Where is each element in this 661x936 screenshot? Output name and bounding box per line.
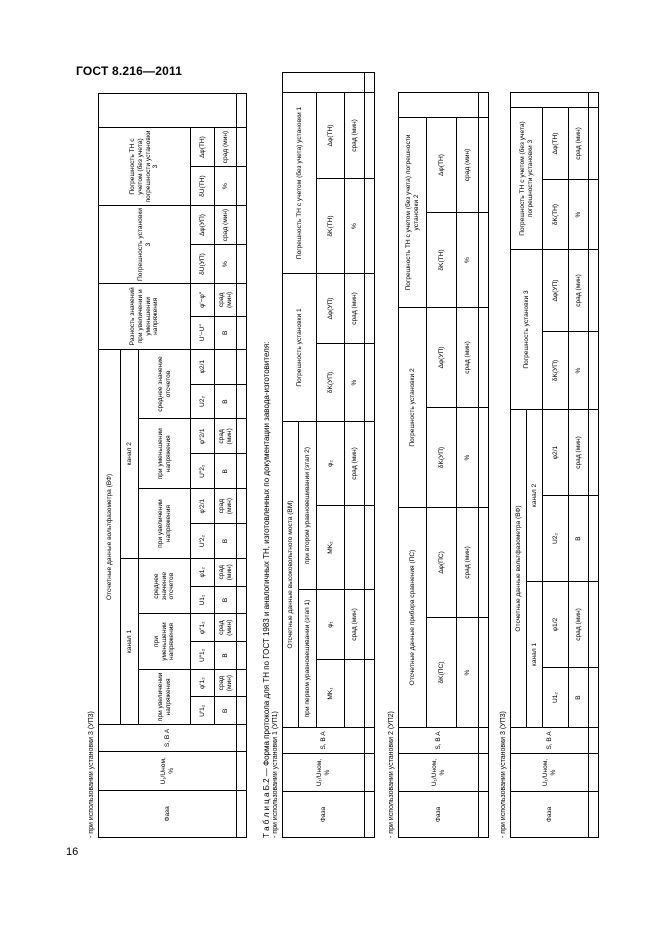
unit-cell: % [569, 332, 589, 410]
unit-cell: % [215, 167, 237, 206]
ch2-dec: при уменьшении напряжения [139, 419, 191, 489]
diff-header: Разность значений при увеличении и уменьшении напряжения [99, 284, 191, 350]
errtn-header: Погрешность ТН с учетом (без учета) погрешности установки 3 [511, 107, 543, 249]
col-phase: Фаза [511, 792, 589, 838]
sym-cell: MK₁ [317, 660, 345, 728]
sym-cell: φ1₂ [191, 558, 215, 586]
unit-cell: срад (мин) [569, 107, 589, 179]
col-phase: Фаза [399, 792, 479, 838]
section2-table [282, 72, 375, 838]
stage1-header: при первом уравновешивании (этап 1) [299, 590, 317, 728]
sym-cell: Δφ(УП) [427, 308, 457, 408]
sym-cell: Δφ(ТН) [191, 128, 215, 167]
err3-header: Погрешность установки 3 [99, 206, 191, 284]
document-header: ГОСТ 8.216—2011 [76, 64, 183, 78]
col-phase: Фаза [99, 790, 237, 837]
sym-cell: Δφ(ПС) [427, 508, 457, 618]
sym-cell: φ2/1 [191, 349, 215, 384]
unit-cell: % [457, 408, 479, 508]
unit-cell: срад (мин) [345, 274, 365, 344]
sym-cell: δK(ТН) [427, 213, 457, 308]
group-header: Отсчетные данные вольтфазометра (ВФ) [511, 410, 527, 728]
unit-cell: % [569, 180, 589, 250]
sym-cell: φ″1₂ [191, 614, 215, 642]
unit-cell: % [215, 245, 237, 284]
unit-cell [345, 660, 365, 728]
section3-table [398, 92, 489, 838]
unit-cell: срад (мин) [457, 117, 479, 212]
unit-cell: В [215, 454, 237, 489]
unit-cell: % [457, 618, 479, 728]
err3-header: Погрешность установки 3 [511, 250, 543, 410]
stage2-header: при втором уравновешивании (этап 2) [299, 422, 317, 590]
unit-cell: В [215, 697, 237, 725]
section2-caption: Т а б л и ц а Б.2 — Форма протокола для ТН по ГОСТ 1983 и аналогичных ТН, изготовленных по документации завода-изготовителя: [262, 341, 271, 838]
sym-cell: U″1₂ [191, 642, 215, 670]
sym-cell: δK(ТН) [543, 180, 569, 250]
section2-subcaption: - при использовании установки 1 (УП1) [272, 711, 279, 838]
col-phase: Фаза [283, 792, 365, 838]
channel1-header: канал 1 [121, 558, 139, 724]
sym-cell: φ₁ [317, 590, 345, 660]
unit-cell: срад (мин) [569, 410, 589, 496]
sym-cell: δU(ТН) [191, 167, 215, 206]
unit-cell: срад (мин) [215, 128, 237, 167]
unit-cell: срад (мин) [457, 308, 479, 408]
err2-header: Погрешность установки 2 [399, 308, 427, 508]
unit-cell: В [215, 586, 237, 614]
sym-cell: δK(ПС) [427, 618, 457, 728]
section4-table [510, 92, 599, 838]
sym-cell: U2₂ [543, 496, 569, 582]
sym-cell: U1₂ [543, 668, 569, 728]
ch1-dec: при уменьшении напряжения [139, 614, 191, 669]
sym-cell: δK(УП) [543, 332, 569, 410]
unit-cell: срад (мин) [345, 590, 365, 660]
unit-cell: В [569, 668, 589, 728]
unit-cell: срад (мин) [345, 92, 365, 178]
sym-cell: δK(ТН) [317, 179, 345, 274]
unit-cell: срад (мин) [215, 284, 237, 317]
sym-cell: U′2₂ [191, 524, 215, 559]
sym-cell: U2₂ [191, 384, 215, 419]
sym-cell: φ′2/1 [191, 489, 215, 524]
errtn-header: Погрешность ТН с учетом (без учета) погрешности установки 3 [99, 128, 191, 206]
sym-cell: Δφ(ТН) [317, 92, 345, 178]
sym-cell: φ′−φ″ [191, 284, 215, 317]
unit-cell: срад (мин) [215, 489, 237, 524]
unit-cell: срад (мин) [215, 419, 237, 454]
sym-cell: Δφ(ТН) [543, 107, 569, 179]
sym-cell: U′−U″ [191, 316, 215, 349]
col-ratio: U₁/Uном, % [99, 751, 237, 790]
sym-cell: φ′1₂ [191, 669, 215, 697]
col-sba: S, B A [399, 728, 479, 754]
unit-cell [215, 349, 237, 384]
unit-cell: В [215, 524, 237, 559]
errtn-header: Погрешность ТН с учетом (без учета) погрешности установки 2 [399, 117, 427, 307]
unit-cell [345, 506, 365, 590]
sym-cell: δK(УП) [427, 408, 457, 508]
rotated-content [86, 88, 611, 838]
group-header: Отсчетные данные высоковольтного моста (ВМ) [283, 422, 299, 728]
sym-cell: δU(УП) [191, 245, 215, 284]
unit-cell: В [569, 496, 589, 582]
unit-cell: срад (мин) [215, 669, 237, 697]
sym-cell: φ1/2 [543, 582, 569, 668]
unit-cell: срад (мин) [215, 206, 237, 245]
unit-cell: срад (мин) [457, 508, 479, 618]
unit-cell: срад (мин) [569, 250, 589, 332]
sym-cell: U1₂ [191, 586, 215, 614]
sym-cell: δK(УП) [317, 344, 345, 422]
unit-cell: В [215, 384, 237, 419]
sym-cell: φ₂ [317, 422, 345, 506]
col-ratio: U₁/Uном, % [399, 754, 479, 792]
err1-header: Погрешность установки 1 [283, 274, 317, 422]
ch1-inc: при увеличении напряжения [139, 669, 191, 724]
sym-cell: φ″2/1 [191, 419, 215, 454]
channel2-header: канал 2 [121, 349, 139, 558]
col-sba: S, B A [511, 728, 589, 754]
unit-cell: В [215, 642, 237, 670]
group-header: Отсчетные данные вольтфазометра (ВФ) [99, 349, 121, 724]
sym-cell: φ2/1 [543, 410, 569, 496]
section4-caption: - при использовании установки 3 (УП3) [500, 711, 507, 838]
channel1-header: канал 1 [527, 582, 543, 728]
unit-cell: срад (мин) [215, 614, 237, 642]
col-ratio: U₁/Uном, % [511, 754, 589, 792]
errtn-header: Погрешность ТН с учетом (без учета) установки 1 [283, 92, 317, 273]
group-header: Отсчетные данные прибора сравнения (ПС) [399, 508, 427, 728]
page-number: 16 [66, 846, 79, 858]
sym-cell: Δφ(УП) [543, 250, 569, 332]
section3-caption: - при использовании установки 2 (УП2) [388, 711, 395, 838]
unit-cell: срад (мин) [345, 422, 365, 506]
sym-cell: Δφ(УП) [317, 274, 345, 344]
channel2-header: канал 2 [527, 410, 543, 582]
unit-cell: В [215, 316, 237, 349]
col-ratio: U₁/Uном, % [283, 754, 365, 792]
sym-cell: Δφ(ТН) [427, 117, 457, 212]
section1-caption: - при использовании установки 3 (УП3) [88, 711, 95, 838]
ch2-avg: среднее значение отсчетов [139, 349, 191, 419]
sym-cell: U′1₂ [191, 697, 215, 725]
sym-cell: Δφ(УП) [191, 206, 215, 245]
unit-cell: % [345, 344, 365, 422]
unit-cell: срад (мин) [215, 558, 237, 586]
section1-table [98, 93, 247, 838]
unit-cell: % [457, 213, 479, 308]
unit-cell: % [345, 179, 365, 274]
sym-cell: MK₂ [317, 506, 345, 590]
ch2-inc: при увеличении напряжения [139, 489, 191, 559]
ch1-avg: среднее значение отсчетов [139, 558, 191, 613]
col-sba: S, B A [283, 728, 365, 754]
sym-cell: U″2₂ [191, 454, 215, 489]
col-sba: S, B A [99, 725, 237, 752]
unit-cell: срад (мин) [569, 582, 589, 668]
